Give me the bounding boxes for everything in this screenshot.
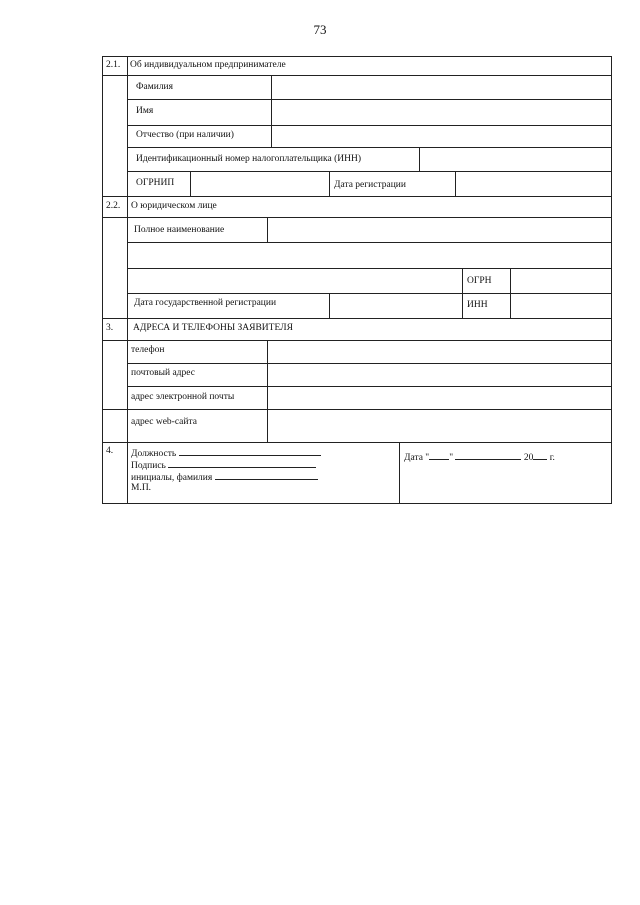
surname-field[interactable] [272, 76, 611, 99]
initials-field[interactable] [215, 470, 318, 480]
signature-label: Подпись [131, 461, 166, 471]
postal-address-field[interactable] [268, 364, 611, 386]
section-2-2-title: О юридическом лице [131, 201, 217, 211]
first-name-field[interactable] [272, 100, 611, 125]
section-3-title: АДРЕСА И ТЕЛЕФОНЫ ЗАЯВИТЕЛЯ [133, 323, 293, 333]
date-day-field[interactable] [429, 450, 449, 460]
org-inn-label: ИНН [467, 300, 488, 310]
full-name-field[interactable] [268, 218, 611, 242]
year-suffix: г. [549, 453, 555, 463]
full-name-label: Полное наименование [134, 225, 225, 235]
year-prefix: 20 [523, 453, 534, 463]
email-field[interactable] [268, 387, 611, 409]
first-name-label: Имя [136, 106, 154, 116]
org-inn-field[interactable] [511, 294, 611, 318]
website-label: адрес web-сайта [131, 417, 197, 427]
date-year-field[interactable] [533, 450, 547, 460]
date-quote: " [449, 453, 454, 463]
ip-registration-date-label: Дата регистрации [334, 180, 406, 190]
ogrn-label: ОГРН [467, 276, 492, 286]
org-extra-field[interactable] [128, 269, 462, 293]
date-line [404, 450, 555, 464]
section-3-number: 3. [106, 323, 114, 333]
date-label: Дата " [404, 453, 430, 463]
section-2-1-title: Об индивидуальном предпринимателе [130, 60, 286, 70]
ogrnip-field[interactable] [191, 172, 329, 196]
ogrn-field[interactable] [511, 269, 611, 293]
position-label: Должность [131, 449, 177, 459]
ip-registration-date-field[interactable] [456, 172, 611, 196]
website-field[interactable] [268, 410, 611, 442]
full-name-continuation-field[interactable] [128, 243, 611, 268]
initials-line [131, 470, 318, 484]
patronymic-label: Отчество (при наличии) [136, 130, 234, 140]
date-month-field[interactable] [455, 450, 521, 460]
phone-label: телефон [131, 345, 165, 355]
phone-field[interactable] [268, 341, 611, 363]
email-label: адрес электронной почты [131, 392, 235, 402]
section-2-1-number: 2.1. [106, 60, 121, 70]
section-2-2-number: 2.2. [106, 201, 121, 211]
ip-inn-label: Идентификационный номер налогоплательщика (ИНН) [136, 154, 361, 164]
section-4-number: 4. [106, 446, 114, 456]
state-registration-date-field[interactable] [330, 294, 462, 318]
position-field[interactable] [179, 446, 321, 456]
page-number: 73 [313, 22, 327, 37]
initials-label: инициалы, фамилия [131, 473, 213, 483]
stamp-label: М.П. [131, 483, 152, 493]
signature-field[interactable] [168, 458, 316, 468]
ogrnip-label: ОГРНИП [136, 178, 175, 188]
patronymic-field[interactable] [272, 126, 611, 147]
surname-label: Фамилия [136, 82, 174, 92]
state-registration-date-label: Дата государственной регистрации [134, 298, 277, 308]
ip-inn-field[interactable] [420, 148, 611, 171]
postal-address-label: почтовый адрес [131, 368, 195, 378]
